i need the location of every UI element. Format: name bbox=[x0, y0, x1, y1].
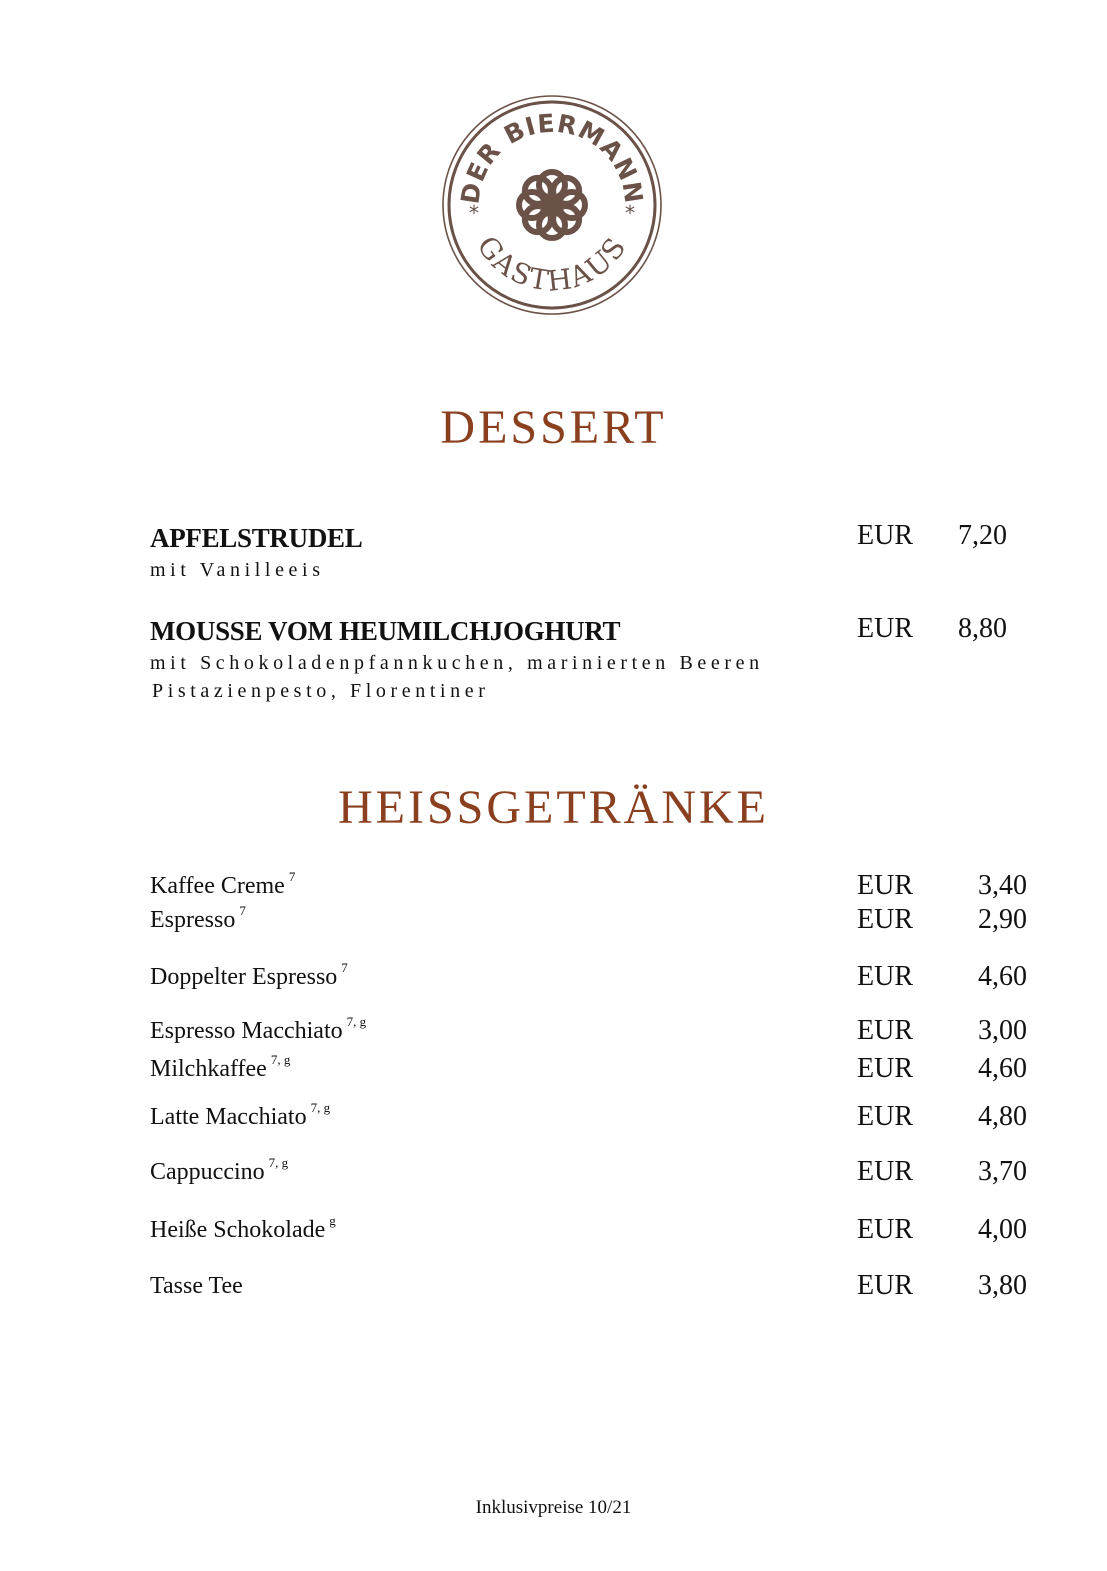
menu-item bbox=[0, 961, 1107, 1001]
menu-item bbox=[0, 1101, 1107, 1141]
menu-item bbox=[0, 1214, 1107, 1254]
item-price: 4,60 bbox=[978, 1053, 1027, 1084]
allergen-note: 7 bbox=[341, 960, 348, 975]
item-currency: EUR bbox=[857, 904, 913, 935]
menu-item bbox=[0, 904, 1107, 944]
menu-item bbox=[0, 613, 1107, 702]
logo-top-text: DER BIERMANN bbox=[455, 108, 649, 206]
item-name: Milchkaffee $^{7, g}$ bbox=[150, 1052, 291, 1082]
item-name: Kaffee Creme $^7$ bbox=[150, 869, 296, 899]
hot-drinks-title: HEISSGETRÄNKE bbox=[338, 781, 769, 834]
allergen-note: g bbox=[329, 1213, 336, 1228]
dessert-title: DESSERT bbox=[440, 401, 667, 454]
item-name: Heiße Schokolade $^g$ bbox=[150, 1213, 336, 1243]
item-price: 7,20 bbox=[958, 520, 1007, 551]
allergen-note: 7, g bbox=[310, 1100, 331, 1115]
item-name: Doppelter Espresso $^7$ bbox=[150, 960, 348, 990]
svg-text:*: * bbox=[625, 201, 635, 225]
item-name: Tasse Tee bbox=[150, 1273, 243, 1299]
footer-note: Inklusivpreise 10/21 bbox=[475, 1497, 632, 1518]
allergen-note: 7 bbox=[288, 869, 296, 884]
item-price: 4,00 bbox=[978, 1214, 1027, 1245]
item-currency: EUR bbox=[857, 961, 913, 992]
menu-item bbox=[0, 1053, 1107, 1093]
flower-emblem-icon bbox=[519, 172, 585, 238]
menu-item bbox=[0, 1015, 1107, 1055]
item-price: 3,70 bbox=[978, 1156, 1027, 1187]
item-price: 3,00 bbox=[978, 1015, 1027, 1046]
item-currency: EUR bbox=[857, 1214, 913, 1245]
item-currency: EUR bbox=[857, 613, 913, 644]
item-currency: EUR bbox=[857, 870, 913, 901]
item-price: 8,80 bbox=[958, 613, 1007, 644]
item-currency: EUR bbox=[857, 1270, 913, 1301]
svg-text:*: * bbox=[469, 201, 479, 225]
item-currency: EUR bbox=[857, 1015, 913, 1046]
item-description: Pistazienpesto, Florentiner bbox=[152, 680, 490, 702]
item-description: mit Vanilleeis bbox=[150, 559, 325, 581]
item-price: 4,80 bbox=[978, 1101, 1027, 1132]
menu-item bbox=[0, 520, 1107, 581]
item-price: 3,80 bbox=[978, 1270, 1027, 1301]
logo-bottom-text: GASTHAUS bbox=[470, 229, 634, 298]
item-name: Espresso Macchiato $^{7, g}$ bbox=[150, 1014, 367, 1044]
item-description: mit Schokoladenpfannkuchen, marinierten Beeren bbox=[150, 652, 764, 674]
item-name: APFELSTRUDEL bbox=[150, 523, 363, 553]
item-name: MOUSSE VOM HEUMILCHJOGHURT bbox=[150, 616, 621, 646]
item-currency: EUR bbox=[857, 1156, 913, 1187]
gasthaus-logo bbox=[441, 94, 663, 316]
item-name: Espresso $^7$ bbox=[150, 903, 246, 933]
allergen-note: 7, g bbox=[268, 1155, 289, 1170]
item-price: 4,60 bbox=[978, 961, 1027, 992]
item-price: 2,90 bbox=[978, 904, 1027, 935]
menu-item bbox=[0, 1156, 1107, 1196]
item-name: Latte Macchiato $^{7, g}$ bbox=[150, 1100, 331, 1130]
allergen-note: 7 bbox=[239, 903, 246, 918]
item-currency: EUR bbox=[857, 1101, 913, 1132]
menu-item bbox=[0, 1270, 1107, 1310]
allergen-note: 7, g bbox=[346, 1014, 367, 1029]
item-currency: EUR bbox=[857, 1053, 913, 1084]
item-price: 3,40 bbox=[978, 870, 1027, 901]
item-name: Cappuccino $^{7, g}$ bbox=[150, 1155, 289, 1185]
allergen-note: 7, g bbox=[270, 1052, 291, 1067]
item-currency: EUR bbox=[857, 520, 913, 551]
